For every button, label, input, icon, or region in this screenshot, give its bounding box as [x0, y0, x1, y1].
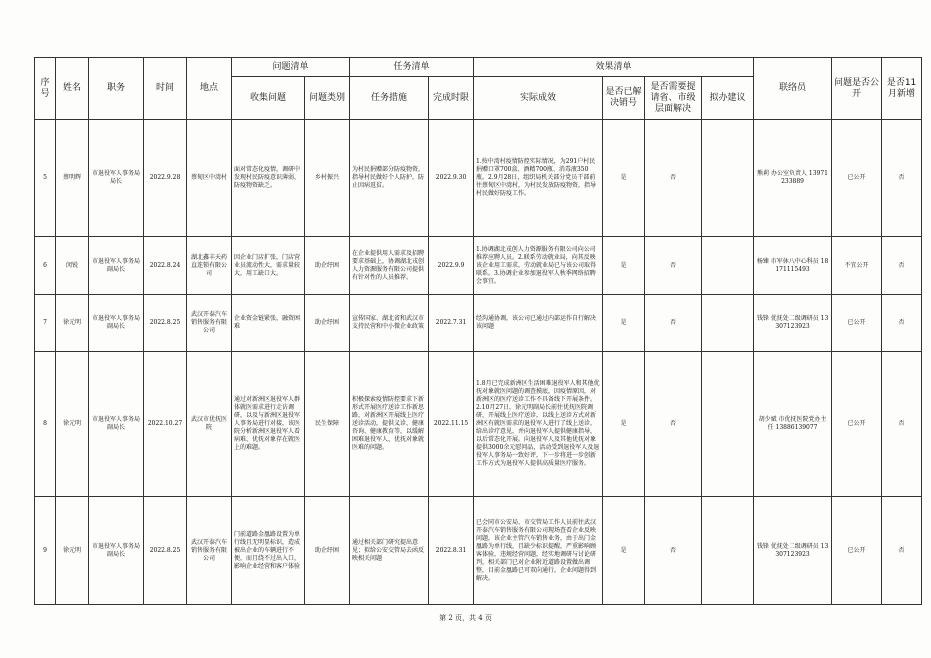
cell-resolved: 是 [603, 497, 645, 605]
cell-seq: 9 [35, 497, 56, 605]
cell-deadline: 2022.9.9 [429, 237, 474, 295]
header-place: 地点 [187, 58, 232, 120]
cell-public: 已公开 [832, 497, 882, 605]
header-deadline: 完成时限 [429, 77, 474, 120]
header-time: 时间 [144, 58, 187, 120]
cell-problem: 门前道路金凰路设置为单行线且无明显标识，造成被出企业的车辆进行不便，而且绕不过出入口，影响企业经营和客户体验 [232, 497, 305, 605]
work-ledger-table [34, 57, 922, 605]
cell-deadline: 2022.11.15 [429, 352, 474, 497]
header-contact: 联络员 [754, 58, 832, 120]
header-effect-list: 效果清单 [474, 58, 754, 77]
cell-proposal [702, 352, 754, 497]
header-collected-problem: 收集问题 [232, 77, 305, 120]
cell-measure: 在企业提供用人需求及招聘要求基础上，协调湖北戎创人力资源服务有限公司提供有针对性的人员推荐。 [350, 237, 429, 295]
header-proposed: 拟办建议 [702, 77, 754, 120]
cell-proposal [702, 120, 754, 237]
cell-name: 徐元明 [56, 295, 89, 352]
page-number: 第 2 页，共 4 页 [439, 614, 492, 622]
cell-problem: 通过对新洲区退役军人群体就医需求进行走访调研，以及与新洲区退役军人事务局进行对接，该医院分析新洲区退役军人看病难、优抚对象存在就医上的难题。 [232, 352, 305, 497]
cell-measure: 积极探索疫情防控要求下新形式开展医疗送诊工作新思路，对新洲区开展线上医疗送诊活动，提供义诊、健康咨询、健康教育等，以缓解困难退役军人、优抚对象就医难的问题。 [350, 352, 429, 497]
cell-result: 1.8月已完成新洲区生活困难退役军人和其他优抚对象就医问题的调查摸底，因疫情原因，对新洲区的医疗送诊工作不具备线下开展条件。2.10月27日，徐元明副局长前往优抚医院调研，开展线上医疗送诊，以线上送诊方式对新洲区有就医需求的退役军人进行了线上送诊，给出诊疗意见，并向退役军人提供健康指导，以后常态化开展。向退役军人及其他优抚对象提供3000余元慰问品，活动受到退役军人及退役军人事务局一致好评，下一步将进一步创新工作方式为退役军人提供高质量医疗服务。 [474, 352, 603, 497]
cell-type: 乡村振兴 [305, 120, 350, 237]
header-row-top [35, 58, 922, 77]
cell-proposal [702, 497, 754, 605]
cell-seq: 7 [35, 295, 56, 352]
cell-time: 2022.8.24 [144, 237, 187, 295]
cell-new: 否 [882, 295, 922, 352]
cell-time: 2022.8.25 [144, 497, 187, 605]
cell-type: 民生保障 [305, 352, 350, 497]
cell-type: 助企纾困 [305, 237, 350, 295]
cell-new: 否 [882, 120, 922, 237]
cell-name: 徐元明 [56, 352, 89, 497]
cell-name: 徐元明 [56, 497, 89, 605]
header-task-measure: 任务措施 [350, 77, 429, 120]
header-problem-type: 问题类别 [305, 77, 350, 120]
cell-name: 闵锐 [56, 237, 89, 295]
cell-result: 已会同市公安局、市交管局工作人员前往武汉开泰汽车销售服务有限公司现场查看企业反映问题，该企业主管汽车销售业务，由于出门金凰路为单行线，且缺少标识提醒，严重影响顾客体验，违规经营问题，经实地调研与讨论研判，相关部门已对企业附近道路设置做出调整，目前金凰路已可双向通行，企业问题得到解决。 [474, 497, 603, 605]
cell-type: 助企纾困 [305, 295, 350, 352]
header-actual-result: 实际成效 [474, 77, 603, 120]
cell-public: 已公开 [832, 120, 882, 237]
cell-escalate: 否 [645, 237, 702, 295]
cell-position: 市退役军人事务局副局长 [89, 295, 144, 352]
cell-result: 1.按中湾村疫情防控实际情况，为291户村民捐赠口罩700盒、酒精700瓶、消毒液350瓶。2.9月28日，组织局机关部分党员干部前往蔡甸区中湾村，为村民发放防疫物资，指导村民做好防疫工作。 [474, 120, 603, 237]
cell-seq: 5 [35, 120, 56, 237]
cell-time: 2022.10.27 [144, 352, 187, 497]
cell-type: 助企纾困 [305, 497, 350, 605]
cell-new: 否 [882, 237, 922, 295]
cell-problem: 面对常态化疫情，调研中发现村民防疫意识薄弱，防疫物资缺乏。 [232, 120, 305, 237]
cell-public: 已公开 [832, 295, 882, 352]
cell-proposal [702, 295, 754, 352]
cell-measure: 为村民捐赠部分防疫物资，指导村民做好个人防护，防止因病返贫。 [350, 120, 429, 237]
cell-deadline: 2022.9.30 [429, 120, 474, 237]
cell-position: 市退役军人事务局局长 [89, 120, 144, 237]
cell-public: 已公开 [832, 352, 882, 497]
cell-place: 武汉市优抚医院 [187, 352, 232, 497]
cell-seq: 8 [35, 352, 56, 497]
cell-new: 否 [882, 497, 922, 605]
cell-escalate: 否 [645, 497, 702, 605]
cell-measure: 通过相关部门研究提出意见；拟给公安交管局去函反映相关问题 [350, 497, 429, 605]
table-row [35, 237, 922, 295]
table-row [35, 352, 922, 497]
cell-place: 蔡甸区中湾村 [187, 120, 232, 237]
cell-contact: 胡少斌 市优抚医院党办主任 13886139077 [754, 352, 832, 497]
cell-time: 2022.8.25 [144, 295, 187, 352]
cell-position: 市退役军人事务局副局长 [89, 497, 144, 605]
cell-deadline: 2022.7.31 [429, 295, 474, 352]
cell-time: 2022.9.28 [144, 120, 187, 237]
cell-place: 武汉开泰汽车销售服务有限公司 [187, 295, 232, 352]
cell-result: 经沟通协调，该公司已通过内部运作自行解决该问题 [474, 295, 603, 352]
cell-new: 否 [882, 352, 922, 497]
cell-escalate: 否 [645, 295, 702, 352]
table-row [35, 497, 922, 605]
table-row [35, 295, 922, 352]
cell-resolved: 是 [603, 237, 645, 295]
cell-resolved: 是 [603, 352, 645, 497]
cell-position: 市退役军人事务局副局长 [89, 352, 144, 497]
cell-escalate: 否 [645, 352, 702, 497]
cell-measure: 宣传国家、湖北省和武汉市支持民营和中小微企业政策 [350, 295, 429, 352]
cell-contact: 钱锋 优抚处二级调研员 13307123923 [754, 295, 832, 352]
cell-resolved: 是 [603, 295, 645, 352]
header-seq: 序号 [35, 58, 56, 120]
cell-resolved: 是 [603, 120, 645, 237]
header-problem-list: 问题清单 [232, 58, 350, 77]
table-row [35, 120, 922, 237]
header-new-nov: 是否11月新增 [882, 58, 922, 120]
header-resolved: 是否已解决销号 [603, 77, 645, 120]
cell-problem: 因企业门店扩张，门店营业员流动性大，需求量较大，用工缺口大。 [232, 237, 305, 295]
cell-public: 不宜公开 [832, 237, 882, 295]
header-task-list: 任务清单 [350, 58, 474, 77]
cell-contact: 熊莉 办公室负责人 13971233889 [754, 120, 832, 237]
cell-contact: 杨臻 市军休八中心科员 18171115493 [754, 237, 832, 295]
cell-name: 蔡明辉 [56, 120, 89, 237]
cell-deadline: 2022.8.31 [429, 497, 474, 605]
header-position: 职务 [89, 58, 144, 120]
cell-escalate: 否 [645, 120, 702, 237]
cell-result: 1.协调湖北戎创人力资源服务有限公司向公司推荐应聘人员。2.联系劳动就业局，向其反映该企业用工需求，劳动就业局已与该公司取得联系。3.协调企业参加退役军人秋季网络招聘会事宜。 [474, 237, 603, 295]
header-need-escalation: 是否需要提请省、市级层面解决 [645, 77, 702, 120]
cell-proposal [702, 237, 754, 295]
cell-position: 市退役军人事务局副局长 [89, 237, 144, 295]
cell-seq: 6 [35, 237, 56, 295]
cell-place: 湖北鑫丰天药直连锁有限公司 [187, 237, 232, 295]
header-name: 姓名 [56, 58, 89, 120]
cell-place: 武汉开泰汽车销售服务有限公司 [187, 497, 232, 605]
cell-problem: 企业资金链紧张，融资困难 [232, 295, 305, 352]
header-public: 问题是否公开 [832, 58, 882, 120]
cell-contact: 钱锋 优抚处二级调研员 13307123923 [754, 497, 832, 605]
